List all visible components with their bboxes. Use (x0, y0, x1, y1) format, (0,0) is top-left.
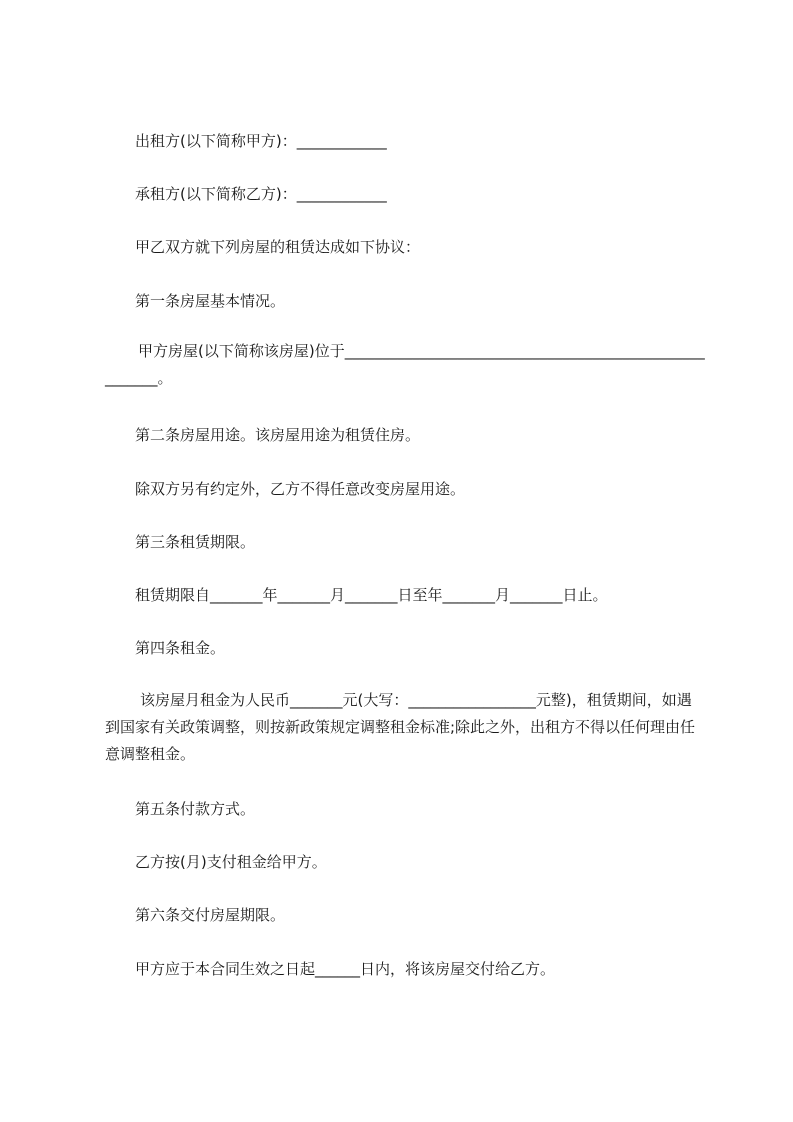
article2-body: 除双方另有约定外，乙方不得任意改变房屋用途。 (135, 480, 466, 498)
article5-title: 第五条付款方式。 (135, 800, 256, 818)
article3-title: 第三条租赁期限。 (135, 533, 256, 551)
lessee-line: 承租方(以下简称乙方)：____________ (135, 185, 387, 203)
article3-body: 租赁期限自_______年_______月_______日至年_______月_______日止。 (135, 586, 608, 604)
article4-body: 该房屋月租金为人民币_______元(大写：_________________元整)，租赁期间，如遇到国家有关政策调整，则按新政策规定调整租金标准;除此之外，出租方不得以任何理由任意调整租金。 (105, 691, 696, 763)
lessor-line: 出租方(以下简称甲方)：____________ (135, 132, 387, 150)
intro-line: 甲乙双方就下列房屋的租赁达成如下协议： (135, 238, 421, 256)
article4-title: 第四条租金。 (135, 639, 226, 657)
article1-title: 第一条房屋基本情况。 (135, 292, 286, 310)
article6-body: 甲方应于本合同生效之日起______日内，将该房屋交付给乙方。 (135, 960, 556, 978)
article2-title: 第二条房屋用途。该房屋用途为租赁住房。 (135, 426, 421, 444)
article1-body: 甲方房屋(以下简称该房屋)位于_______________________________________________________。 (105, 342, 705, 387)
article5-body: 乙方按(月)支付租金给甲方。 (135, 853, 327, 871)
article6-title: 第六条交付房屋期限。 (135, 906, 286, 924)
